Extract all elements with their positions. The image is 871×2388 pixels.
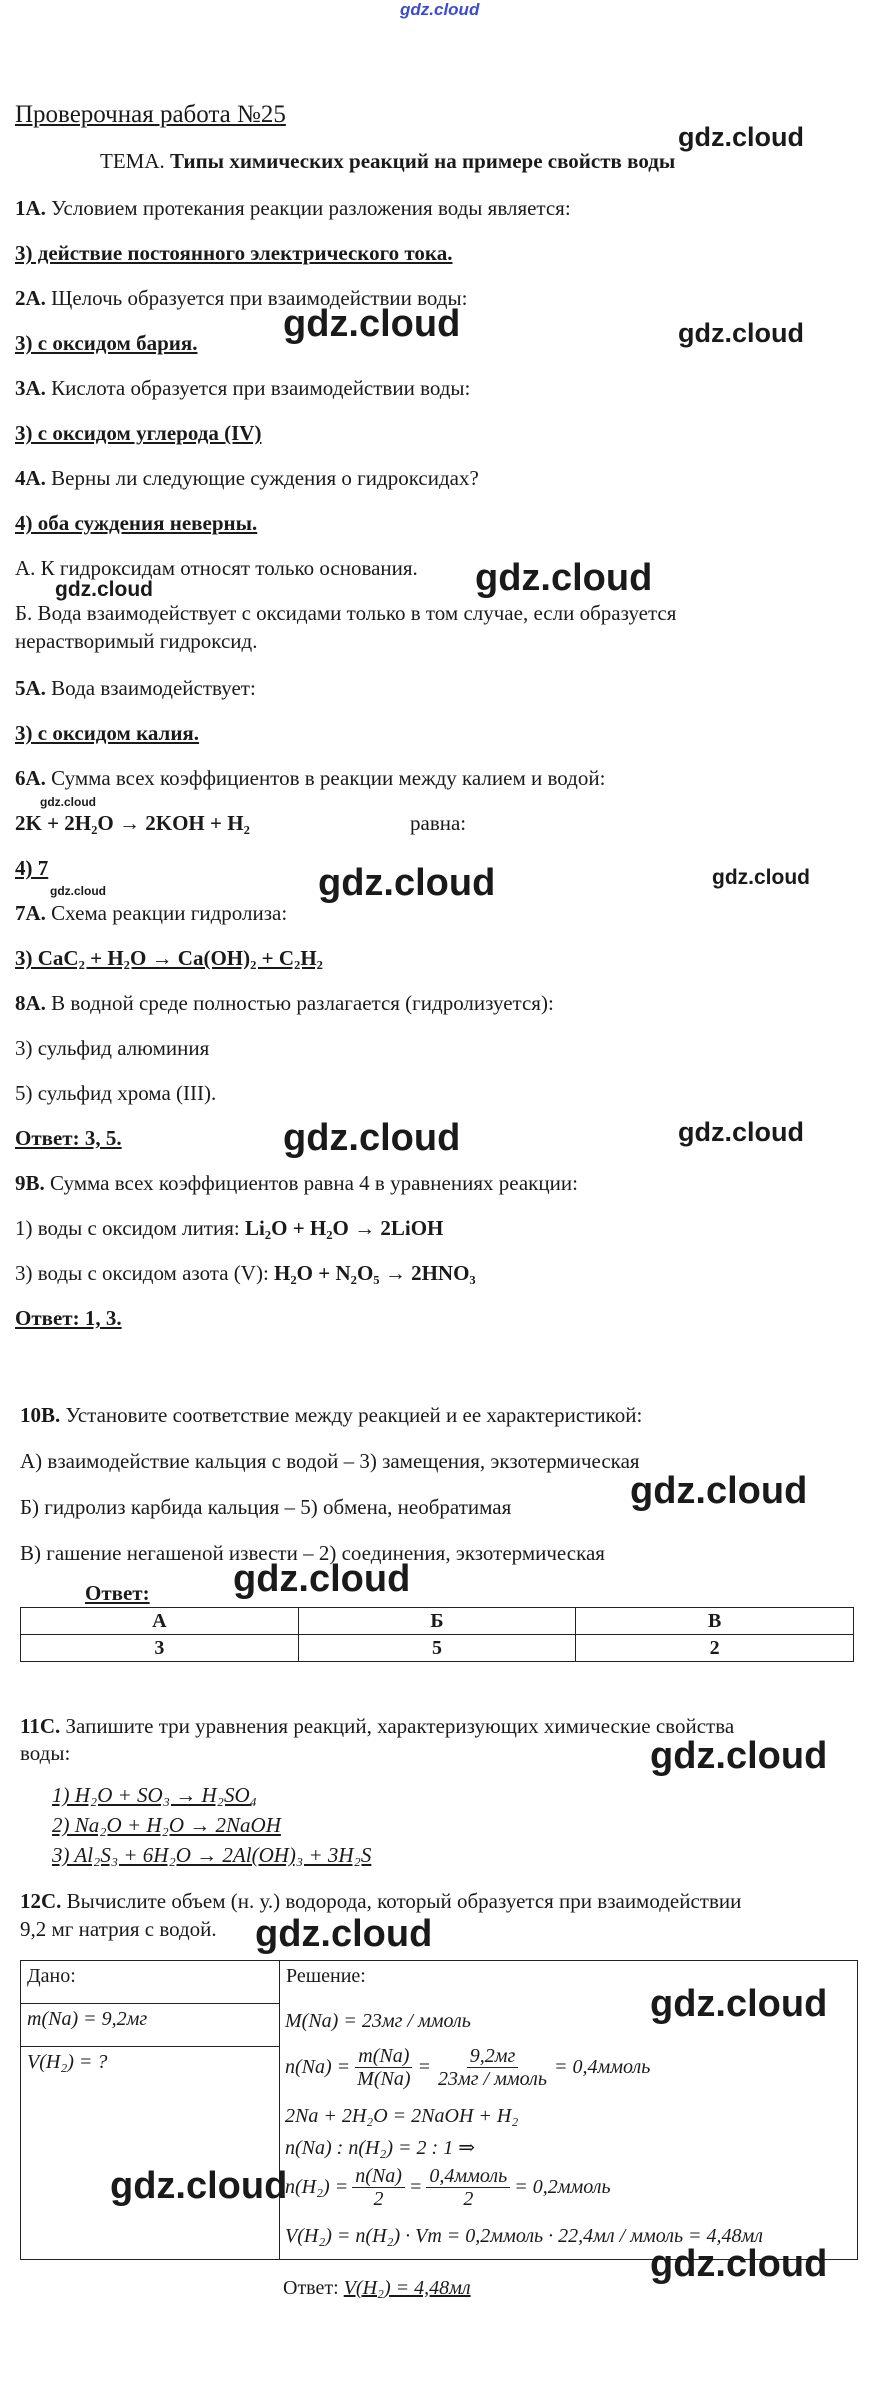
question-number: 1А.	[15, 196, 46, 220]
watermark: gdz.cloud	[678, 1117, 804, 1147]
option-9-2	[15, 1260, 476, 1286]
question-3	[15, 375, 470, 401]
solution-moles-na	[285, 2045, 650, 2090]
denominator: 23мг / ммоль	[437, 2068, 547, 2090]
option-9-1	[15, 1215, 443, 1241]
denominator: 2	[373, 2188, 384, 2210]
watermark: gdz.cloud	[712, 866, 810, 889]
denominator: 2	[463, 2188, 474, 2210]
statement-b-line1: Б. Вода взаимодействует с оксидами только в том случае, если образуется	[15, 601, 677, 625]
question-number: 11С.	[20, 1714, 61, 1738]
solution-ratio: n(Na) : n(H₂) = 2 : 1 ⇒	[285, 2137, 475, 2159]
fraction	[352, 2165, 405, 2210]
question-number: 9В.	[15, 1171, 45, 1195]
question-text: Кислота образуется при взаимодействии воды:	[45, 376, 471, 400]
table-header: В	[576, 1608, 854, 1635]
solution-molar-mass: M(Na) = 23мг / ммоль	[285, 2010, 471, 2032]
answer-6: 4) 7	[15, 856, 49, 880]
option-8-2: 5) сульфид хрома (III).	[15, 1081, 217, 1105]
table-header: Б	[298, 1608, 576, 1635]
solution-moles-h2	[285, 2165, 611, 2210]
solution-volume: V(H₂) = n(H₂) · Vm = 0,2ммоль · 22,4мл / ммоль = 4,48мл	[285, 2225, 764, 2247]
equation-11-2: 2) Na₂O + H₂O → 2NaOH	[52, 1813, 281, 1837]
answer-8: Ответ: 3, 5.	[15, 1126, 122, 1150]
table-cell: 3	[21, 1635, 299, 1662]
answer-9: Ответ: 1, 3.	[15, 1306, 122, 1330]
fraction	[435, 2045, 550, 2090]
question-7	[15, 900, 287, 926]
option-equation: H₂O + N₂O₅ → 2HNO₃	[274, 1261, 476, 1285]
option-8-1: 3) сульфид алюминия	[15, 1036, 210, 1060]
table-header: А	[21, 1608, 299, 1635]
question-12-line1	[20, 1888, 741, 1914]
question-4	[15, 465, 479, 491]
match-a: А) взаимодействие кальция с водой – 3) замещения, экзотермическая	[20, 1449, 640, 1473]
denominator: M(Na)	[357, 2068, 411, 2090]
watermark: gdz.cloud	[50, 884, 106, 898]
answer-label: Ответ:	[283, 2277, 344, 2299]
option-text: 1) воды с оксидом лития:	[15, 1216, 245, 1240]
question-1	[15, 195, 571, 221]
watermark: gdz.cloud	[233, 1558, 411, 1600]
watermark: gdz.cloud	[678, 122, 804, 152]
formula-result: = 0,4ммоль	[553, 2056, 651, 2078]
given-mass: m(Na) = 9,2мг	[21, 2004, 280, 2047]
watermark: gdz.cloud	[630, 1470, 808, 1512]
answer-1: 3) действие постоянного электрического тока.	[15, 241, 453, 265]
option-text: 3) воды с оксидом азота (V):	[15, 1261, 275, 1285]
watermark: gdz.cloud	[650, 2243, 828, 2285]
equals-sign: =	[417, 2056, 431, 2078]
watermark: gdz.cloud	[283, 303, 461, 345]
match-b: Б) гидролиз карбида кальция – 5) обмена, необратимая	[20, 1495, 512, 1519]
fraction	[354, 2045, 413, 2090]
question-number: 4А.	[15, 466, 46, 490]
answer-table	[20, 1607, 854, 1662]
watermark: gdz.cloud	[650, 1983, 828, 2025]
statement-b-line2: нерастворимый гидроксид.	[15, 629, 258, 653]
question-number: 6А.	[15, 766, 46, 790]
header-logo[interactable]: gdz.cloud	[400, 0, 480, 19]
theme-text: Типы химических реакций на примере свойств воды	[170, 149, 676, 173]
question-text: Установите соответствие между реакцией и ее характеристикой:	[60, 1403, 643, 1427]
question-11-line1	[20, 1713, 734, 1739]
option-equation: Li₂O + H₂O → 2LiOH	[244, 1216, 444, 1240]
question-text: Запишите три уравнения реакций, характеризующих химические свойства	[60, 1714, 735, 1738]
watermark: gdz.cloud	[678, 318, 804, 348]
table-row	[21, 1608, 854, 1635]
given-volume: V(H₂) = ?	[21, 2047, 280, 2260]
question-number: 3А.	[15, 376, 46, 400]
answer-10-label: Ответ:	[85, 1581, 150, 1605]
answer-2: 3) с оксидом бария.	[15, 331, 198, 355]
watermark: gdz.cloud	[283, 1117, 461, 1159]
question-6	[15, 765, 605, 791]
question-text: Вычислите объем (н. у.) водорода, который образуется при взаимодействии	[61, 1889, 742, 1913]
watermark: gdz.cloud	[650, 1735, 828, 1777]
question-11-line2: воды:	[20, 1741, 71, 1765]
question-number: 10В.	[20, 1403, 61, 1427]
equation-11-1: 1) H₂O + SO₃ → H₂SO₄	[52, 1783, 257, 1807]
theme-prefix: ТЕМА.	[100, 149, 170, 173]
watermark: gdz.cloud	[255, 1913, 433, 1955]
question-text: Схема реакции гидролиза:	[45, 901, 288, 925]
question-text: Щелочь образуется при взаимодействии воды:	[45, 286, 468, 310]
question-number: 7А.	[15, 901, 46, 925]
page-title: Проверочная работа №25	[15, 101, 286, 128]
table-cell: 2	[576, 1635, 854, 1662]
formula-result: = 0,2ммоль	[514, 2176, 611, 2198]
answer-7: 3) CaC₂ + H₂O → Ca(OH)₂ + C₂H₂	[15, 946, 323, 970]
table-cell: 5	[298, 1635, 576, 1662]
question-text: Сумма всех коэффициентов в реакции между калием и водой:	[45, 766, 606, 790]
solution-equation: 2Na + 2H₂O = 2NaOH + H₂	[285, 2105, 519, 2127]
fraction	[426, 2165, 510, 2210]
watermark: gdz.cloud	[110, 2165, 288, 2207]
question-text: В водной среде полностью разлагается (гидролизуется):	[45, 991, 554, 1015]
question-number: 5А.	[15, 676, 46, 700]
question-text: Сумма всех коэффициентов равна 4 в уравнениях реакции:	[44, 1171, 578, 1195]
watermark: gdz.cloud	[55, 578, 153, 601]
question-number: 2А.	[15, 286, 46, 310]
solution-header: Решение:	[280, 1961, 858, 2260]
question-number: 8А.	[15, 991, 46, 1015]
question-9	[15, 1170, 578, 1196]
numerator: m(Na)	[355, 2045, 412, 2068]
answer-4: 4) оба суждения неверны.	[15, 511, 258, 535]
answer-5: 3) с оксидом калия.	[15, 721, 200, 745]
question-text: Условием протекания реакции разложения воды является:	[45, 196, 571, 220]
table-row	[21, 1635, 854, 1662]
question-8	[15, 990, 554, 1016]
question-text: Вода взаимодействует:	[45, 676, 256, 700]
numerator: n(Na)	[352, 2165, 405, 2188]
numerator: 9,2мг	[467, 2045, 519, 2068]
statement-a: А. К гидроксидам относят только основания.	[15, 556, 418, 580]
question-12-line2: 9,2 мг натрия с водой.	[20, 1917, 217, 1941]
equation-6: 2K + 2H₂O → 2KOH + H₂	[15, 811, 250, 835]
question-10	[20, 1402, 642, 1428]
question-number: 12С.	[20, 1889, 62, 1913]
watermark: gdz.cloud	[475, 557, 653, 599]
theme-line	[100, 148, 675, 174]
numerator: 0,4ммоль	[426, 2165, 510, 2188]
watermark: gdz.cloud	[40, 795, 96, 809]
equals-sign: =	[408, 2176, 423, 2198]
answer-3: 3) с оксидом углерода (IV)	[15, 421, 262, 445]
formula-left: n(Na) =	[285, 2056, 351, 2078]
question-text: Верны ли следующие суждения о гидроксидах?	[45, 466, 479, 490]
given-header: Дано:	[21, 1961, 280, 2004]
question-5	[15, 675, 256, 701]
formula-left: n(H₂) =	[285, 2176, 349, 2198]
match-c: В) гашение негашеной извести – 2) соединения, экзотермическая	[20, 1541, 605, 1565]
equation-6-tail: равна:	[410, 811, 467, 835]
answer-12	[283, 2275, 471, 2301]
equation-11-3: 3) Al₂S₃ + 6H₂O → 2Al(OH)₃ + 3H₂S	[52, 1843, 372, 1867]
watermark: gdz.cloud	[318, 862, 496, 904]
answer-value: V(H₂) = 4,48мл	[343, 2277, 471, 2299]
